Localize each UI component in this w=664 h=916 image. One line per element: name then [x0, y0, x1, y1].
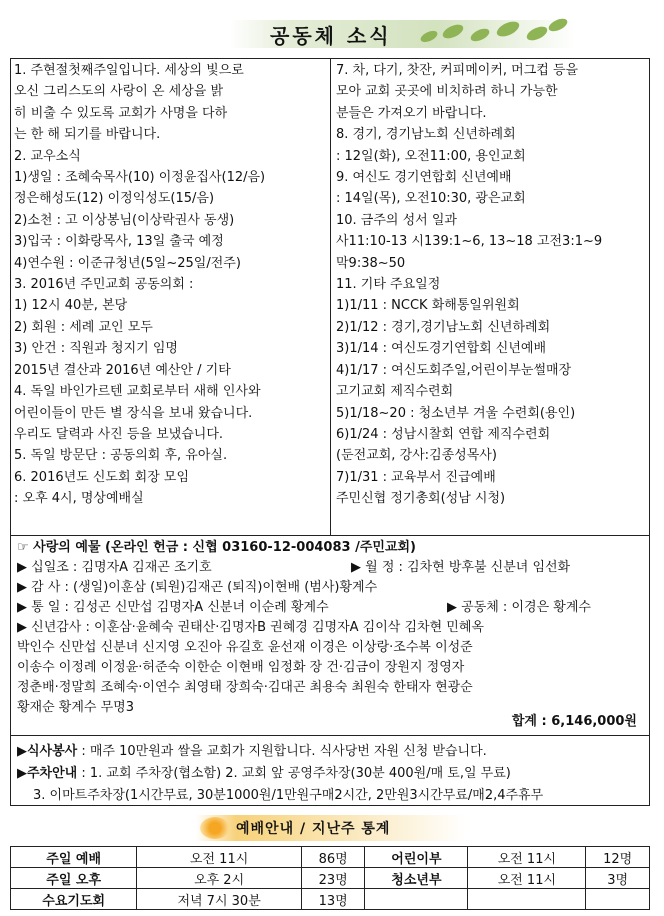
offering-community: ▶ 공동체 : 이경은 황계수 — [447, 600, 591, 615]
news-line: 어린이들이 만든 별 장식을 보내 왔습니다. — [14, 405, 253, 421]
right-column — [336, 60, 648, 510]
table-cell: 오전 11시 — [468, 847, 586, 868]
offering-monthly: ▶ 월 정 : 김차현 방후불 신분녀 임선화 — [351, 560, 571, 575]
meal-notice: ▶식사봉사 : 매주 10만원과 쌀을 교회가 지원합니다. 식사당번 자원 신청 받습니다. — [17, 744, 487, 759]
offering-newyear: ▶ 신년감사 : 이훈삼·윤혜숙 권태산·김명자B 권혜경 김명자A 김이삭 김차현 민혜옥 — [17, 620, 484, 635]
news-line: 4. 독일 바인가르텐 교회로부터 새해 인사와 — [14, 384, 261, 400]
table-cell: 주일 오후 — [11, 868, 137, 889]
parking-notice-cont: 3. 이마트주차장(1시간무료, 30분1000원/1만원구매2시간, 2만원3시간무료/매2,4주휴무 — [33, 788, 544, 803]
news-line: 5. 독일 방문단 : 공동의회 후, 유아실. — [14, 448, 228, 464]
offering-unification: ▶ 통 일 : 김성곤 신만섭 김명자A 신분녀 이순례 황계수 — [17, 600, 329, 615]
table-row — [11, 889, 650, 910]
offering-newyear-cont: 황재순 황계수 무명3 — [17, 700, 134, 715]
offering-newyear-cont: 정춘배·정말희 조혜숙·이연수 최영태 장희숙·김대곤 최용숙 최원숙 한태자 현광순 — [17, 680, 473, 695]
left-column — [14, 60, 328, 510]
news-line: 는 한 해 되기를 바랍니다. — [14, 127, 161, 143]
news-line: 고기교회 제직수련회 — [336, 384, 454, 400]
column-divider — [330, 58, 331, 536]
news-line: 막9:38~50 — [336, 255, 406, 271]
news-line: 3)입국 : 이화랑목사, 13일 출국 예정 — [14, 234, 224, 250]
offering-newyear-cont: 박인수 신만섭 신분녀 신지영 오진아 유길호 윤선재 이경은 이상랑·조수복 이성준 — [17, 640, 473, 655]
news-line: 4)연수원 : 이준규청년(5일~25일/전주) — [14, 255, 241, 271]
offering-heading: ☞ 사랑의 예물 (온라인 헌금 : 신협 03160-12-004083 /주민교회) — [17, 540, 417, 555]
news-line: 모아 교회 곳곳에 비치하려 하니 가능한 — [336, 84, 558, 100]
news-line: 1)생일 : 조혜숙목사(10) 이정윤집사(12/음) — [14, 170, 266, 186]
news-line: 2)소천 : 고 이상봉님(이상락권사 동생) — [14, 212, 235, 228]
news-line: 10. 금주의 성서 일과 — [336, 212, 457, 228]
page-title: 공동체 소식 — [270, 24, 392, 48]
news-line: 1)1/11 : NCCK 화해통일위원회 — [336, 298, 520, 314]
news-line: 6)1/24 : 성남시찰회 연합 제직수련회 — [336, 426, 551, 442]
news-line: 정은해성도(12) 이정익성도(15/음) — [14, 191, 215, 207]
news-line: 11. 기타 주요일정 — [336, 277, 441, 293]
news-line: 사11:10-13 시139:1~6, 13~18 고전3:1~9 — [336, 234, 603, 250]
news-line: 3. 2016년 주민교회 공동의회 : — [14, 277, 194, 293]
news-line: 2) 회원 : 세례 교인 모두 — [14, 319, 153, 335]
news-line: 우리도 달력과 사진 등을 보냈습니다. — [14, 426, 224, 442]
table-cell: 어린이부 — [365, 847, 468, 868]
news-line: 1. 주현절첫째주일입니다. 세상의 빛으로 — [14, 63, 244, 78]
parking-notice: ▶주차안내 : 1. 교회 주차장(협소함) 2. 교회 앞 공영주차장(30분 400원/매 토,일 무료) — [17, 766, 511, 781]
news-line: 4)1/17 : 여신도회주일,어린이부눈썰매장 — [336, 362, 572, 378]
table-row — [11, 847, 650, 868]
table-cell — [468, 889, 586, 910]
table-cell: 13명 — [301, 889, 365, 910]
news-line: 7)1/31 : 교육부서 진급예배 — [336, 469, 496, 485]
news-line: : 오후 4시, 명상예배실 — [14, 491, 144, 507]
news-line: 2015년 결산과 2016년 예산안 / 기타 — [14, 362, 231, 378]
news-line: 6. 2016년도 신도회 회장 모임 — [14, 469, 190, 485]
news-line: 5)1/18~20 : 청소년부 겨울 수련회(용인) — [336, 405, 576, 421]
news-line: 9. 여신도 경기연합회 신년예배 — [336, 170, 512, 186]
table-cell: 86명 — [301, 847, 365, 868]
table-cell — [365, 889, 468, 910]
offering-newyear-cont: 이송수 이정례 이정윤·허준숙 이한순 이현배 임정화 장 건·김금이 장원지 정영자 — [17, 660, 465, 675]
sun-icon — [200, 817, 230, 839]
news-line: : 12일(화), 오전11:00, 용인교회 — [336, 148, 526, 164]
news-line: 히 비출 수 있도록 교회가 사명을 다하 — [14, 105, 228, 121]
table-cell: 청소년부 — [365, 868, 468, 889]
news-line: 2. 교우소식 — [14, 148, 81, 164]
table-cell: 수요기도회 — [11, 889, 137, 910]
table-cell — [586, 889, 650, 910]
news-line: : 14일(목), 오전10:30, 광은교회 — [336, 191, 526, 207]
table-cell: 오후 2시 — [137, 868, 302, 889]
news-line: 1) 12시 40분, 본당 — [14, 298, 128, 314]
offering-total: 합계 : 6,146,000원 — [511, 714, 637, 729]
news-line: 오신 그리스도의 사랑이 온 세상을 밝 — [14, 84, 224, 100]
header — [230, 14, 575, 54]
news-line: 2)1/12 : 경기,경기남노회 신년하례회 — [336, 319, 551, 335]
table-cell: 오전 11시 — [468, 868, 586, 889]
news-line: 7. 차, 다기, 찻잔, 커피메이커, 머그컵 등을 — [336, 63, 579, 78]
table-cell: 12명 — [586, 847, 650, 868]
news-line: 3)1/14 : 여신도경기연합회 신년예배 — [336, 341, 547, 357]
worship-table — [10, 846, 650, 910]
table-cell: 3명 — [586, 868, 650, 889]
offering-tithe: ▶ 십일조 : 김명자A 김재곤 조기호 — [17, 560, 212, 575]
worship-section-title: 예배안내 / 지난주 통계 — [236, 821, 391, 837]
news-line: 8. 경기, 경기남노회 신년하례회 — [336, 127, 516, 143]
table-cell: 23명 — [301, 868, 365, 889]
table-cell: 주일 예배 — [11, 847, 137, 868]
worship-section-header — [196, 815, 466, 841]
news-line: 3) 안건 : 직원과 청지기 임명 — [14, 341, 178, 357]
table-row — [11, 868, 650, 889]
table-cell: 저녁 7시 30분 — [137, 889, 302, 910]
news-line: (둔전교회, 강사:김종성목사) — [336, 448, 497, 464]
offering-thanks: ▶ 감 사 : (생일)이훈삼 (퇴원)김재곤 (퇴직)이현배 (범사)황계수 — [17, 580, 378, 595]
news-line: 주민신협 정기총회(성남 시청) — [336, 491, 506, 507]
news-line: 분들은 가져오기 바랍니다. — [336, 105, 487, 121]
notice-section — [10, 736, 650, 806]
table-cell: 오전 11시 — [137, 847, 302, 868]
offering-section — [10, 536, 650, 736]
